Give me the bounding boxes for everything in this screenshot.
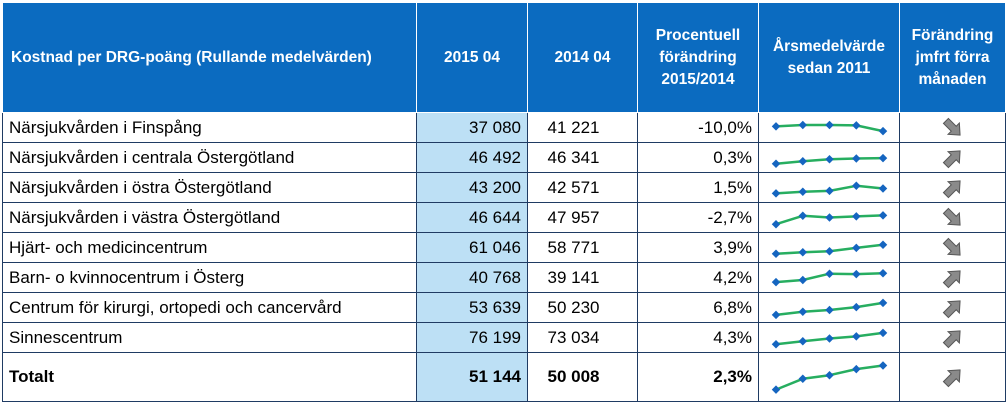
sparkline-cell [759, 113, 900, 143]
sparkline-point [879, 154, 887, 162]
sparkline-point [772, 250, 780, 258]
unit-name: Sinnescentrum [3, 323, 417, 353]
unit-name: Centrum för kirurgi, ortopedi och cancervård [3, 293, 417, 323]
percent-change: 4,2% [638, 263, 759, 293]
header-2015: 2015 04 [417, 3, 528, 113]
sparkline-point [879, 184, 887, 192]
drg-cost-table [2, 2, 1006, 402]
sparkline-point [799, 212, 807, 220]
value-2015: 40 768 [417, 263, 528, 293]
arrow-down-right-icon [941, 207, 965, 229]
sparkline-chart [759, 113, 900, 142]
table-row [3, 143, 1006, 173]
sparkline-point [799, 121, 807, 129]
sparkline-cell [759, 203, 900, 233]
arrow-up-right-icon [941, 297, 965, 319]
value-2014: 41 221 [528, 113, 638, 143]
sparkline-point [825, 121, 833, 129]
percent-change: 0,3% [638, 143, 759, 173]
sparkline-point [852, 270, 860, 278]
sparkline-chart [759, 353, 900, 401]
table-row [3, 233, 1006, 263]
sparkline-cell [759, 263, 900, 293]
sparkline-point [825, 213, 833, 221]
unit-name: Närsjukvården i Finspång [3, 113, 417, 143]
sparkline-point [799, 157, 807, 165]
sparkline-cell [759, 233, 900, 263]
arrow-down-right-icon [941, 117, 965, 139]
sparkline-point [879, 361, 887, 369]
sparkline-chart [759, 173, 900, 202]
header-2014: 2014 04 [528, 3, 638, 113]
value-2014: 47 957 [528, 203, 638, 233]
table-row [3, 293, 1006, 323]
percent-change: -10,0% [638, 113, 759, 143]
arrow-up-right-icon [941, 327, 965, 349]
table-row [3, 263, 1006, 293]
arrow-up-right-icon [941, 366, 965, 388]
sparkline-point [799, 337, 807, 345]
sparkline-point [852, 182, 860, 190]
arrow-up-right-icon [941, 147, 965, 169]
sparkline-chart [759, 263, 900, 292]
sparkline-point [879, 269, 887, 277]
sparkline-point [772, 278, 780, 286]
sparkline-chart [759, 293, 900, 322]
value-2015: 51 144 [417, 353, 528, 402]
value-2015: 43 200 [417, 173, 528, 203]
value-2015: 46 492 [417, 143, 528, 173]
sparkline-point [772, 160, 780, 168]
sparkline-point [825, 247, 833, 255]
trend-arrow-cell [900, 143, 1006, 173]
table-row [3, 173, 1006, 203]
value-2014: 58 771 [528, 233, 638, 263]
total-row [3, 353, 1006, 402]
trend-arrow-cell [900, 263, 1006, 293]
sparkline-point [772, 122, 780, 130]
sparkline-chart [759, 233, 900, 262]
value-2014: 50 230 [528, 293, 638, 323]
sparkline-point [879, 329, 887, 337]
value-2014: 42 571 [528, 173, 638, 203]
unit-name: Hjärt- och medicincentrum [3, 233, 417, 263]
trend-arrow-cell [900, 203, 1006, 233]
sparkline-point [852, 212, 860, 220]
sparkline-point [772, 311, 780, 319]
header-monthly-change: Förändring jmfrt förra månaden [900, 3, 1006, 113]
sparkline-point [852, 332, 860, 340]
arrow-up-right-icon [941, 267, 965, 289]
sparkline-point [799, 248, 807, 256]
table-row [3, 113, 1006, 143]
sparkline-point [772, 385, 780, 393]
sparkline-point [879, 127, 887, 135]
sparkline-point [825, 155, 833, 163]
value-2015: 61 046 [417, 233, 528, 263]
header-row [3, 3, 1006, 113]
sparkline-point [825, 306, 833, 314]
value-2014: 50 008 [528, 353, 638, 402]
unit-name: Närsjukvården i östra Östergötland [3, 173, 417, 203]
value-2015: 76 199 [417, 323, 528, 353]
sparkline-point [825, 269, 833, 277]
sparkline-cell [759, 143, 900, 173]
trend-arrow-cell [900, 233, 1006, 263]
value-2014: 46 341 [528, 143, 638, 173]
sparkline-point [799, 276, 807, 284]
percent-change: 1,5% [638, 173, 759, 203]
sparkline-chart [759, 203, 900, 232]
sparkline-point [879, 299, 887, 307]
sparkline-point [799, 375, 807, 383]
percent-change: 2,3% [638, 353, 759, 402]
header-annual-average: Årsmedelvärde sedan 2011 [759, 3, 900, 113]
sparkline-point [799, 307, 807, 315]
percent-change: 6,8% [638, 293, 759, 323]
sparkline-point [825, 371, 833, 379]
sparkline-point [772, 220, 780, 228]
sparkline-point [825, 187, 833, 195]
percent-change: 4,3% [638, 323, 759, 353]
sparkline-point [852, 121, 860, 129]
sparkline-chart [759, 143, 900, 172]
trend-arrow-cell [900, 293, 1006, 323]
sparkline-chart [759, 323, 900, 352]
sparkline-point [852, 244, 860, 252]
arrow-up-right-icon [941, 177, 965, 199]
sparkline-point [772, 189, 780, 197]
trend-arrow-cell [900, 113, 1006, 143]
value-2014: 39 141 [528, 263, 638, 293]
sparkline-point [772, 340, 780, 348]
sparkline-point [799, 187, 807, 195]
sparkline-point [825, 334, 833, 342]
header-cost-label: Kostnad per DRG-poäng (Rullande medelvärden) [3, 3, 417, 113]
sparkline-point [852, 303, 860, 311]
value-2014: 73 034 [528, 323, 638, 353]
sparkline-cell [759, 293, 900, 323]
value-2015: 46 644 [417, 203, 528, 233]
unit-name: Barn- o kvinnocentrum i Österg [3, 263, 417, 293]
sparkline-point [852, 154, 860, 162]
table-body [3, 113, 1006, 402]
trend-arrow-cell [900, 173, 1006, 203]
table-row [3, 323, 1006, 353]
sparkline-cell [759, 173, 900, 203]
sparkline-cell [759, 353, 900, 402]
percent-change: -2,7% [638, 203, 759, 233]
trend-arrow-cell [900, 323, 1006, 353]
sparkline-point [879, 211, 887, 219]
unit-name: Totalt [3, 353, 417, 402]
header-percent-change: Procentuell förändring 2015/2014 [638, 3, 759, 113]
sparkline-point [852, 365, 860, 373]
value-2015: 37 080 [417, 113, 528, 143]
arrow-down-right-icon [941, 237, 965, 259]
sparkline-cell [759, 323, 900, 353]
value-2015: 53 639 [417, 293, 528, 323]
sparkline-point [879, 241, 887, 249]
table-row [3, 203, 1006, 233]
percent-change: 3,9% [638, 233, 759, 263]
trend-arrow-cell [900, 353, 1006, 402]
unit-name: Närsjukvården i västra Östergötland [3, 203, 417, 233]
unit-name: Närsjukvården i centrala Östergötland [3, 143, 417, 173]
